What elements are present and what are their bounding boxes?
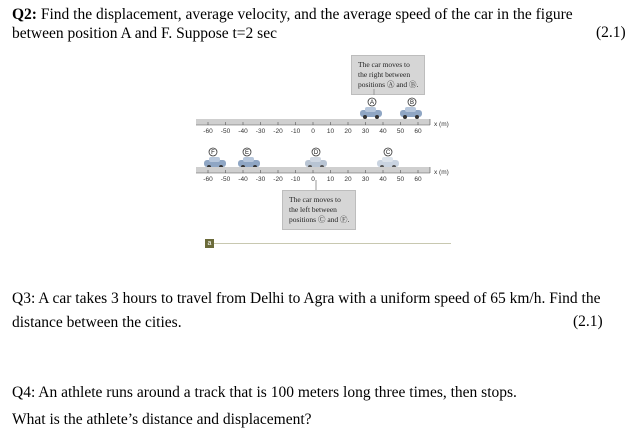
bottom-axis-tick-label: 60 (414, 176, 422, 183)
q4-line1: Q4: An athlete runs around a track that is 100 meters long three times, then stops. (12, 384, 517, 401)
top-axis-tick-label: 40 (379, 128, 387, 135)
marker-C (384, 148, 392, 156)
marker-A (368, 98, 376, 106)
bottom-axis-tick-label: 30 (361, 176, 370, 183)
q2-number: Q2: (12, 6, 37, 23)
callout-bottom-line3: positions Ⓒ and Ⓕ. (289, 215, 350, 224)
bottom-axis (196, 167, 449, 176)
marker-F (209, 148, 217, 156)
svg-text:B: B (409, 100, 415, 106)
callout-bottom-line1: The car moves to (289, 195, 341, 204)
bottom-axis-tick-label: 20 (344, 176, 352, 183)
bottom-axis-tick-label: -10 (290, 176, 301, 183)
callout-top-line3: positions Ⓐ and Ⓑ. (358, 80, 419, 89)
top-axis-tick-label: -20 (273, 128, 283, 135)
marker-D (312, 148, 320, 156)
top-axis-tick-label: -50 (220, 128, 231, 135)
svg-text:C: C (385, 150, 391, 156)
figure-svg (196, 55, 452, 255)
svg-text:E: E (244, 150, 250, 156)
q4-line2: What is the athlete’s distance and displacement? (12, 411, 312, 428)
bottom-axis-tick-label: -50 (220, 176, 231, 183)
q3-marks: (2.1) (573, 313, 603, 330)
svg-text:D: D (313, 150, 319, 156)
top-axis-tick-label: 50 (396, 128, 405, 135)
bottom-axis-tick-label: 40 (379, 176, 387, 183)
q2-line1 (12, 5, 573, 25)
bottom-axis-tick-label: -40 (238, 176, 248, 183)
car-position-figure (196, 55, 452, 255)
top-axis-tick-label: 20 (344, 128, 352, 135)
bottom-axis-tick-label: -20 (273, 176, 283, 183)
top-axis-tick-label: -40 (238, 128, 248, 135)
figure-badge: a (205, 239, 214, 248)
q2-text-line1: Find the displacement, average velocity, and the average speed of the car in the figure (36, 6, 573, 23)
callout-top-line1: The car moves to (358, 60, 410, 69)
marker-B (408, 98, 416, 106)
top-axis-tick-label: -10 (290, 128, 301, 135)
q2-marks: (2.1) (596, 24, 626, 41)
top-axis-tick-label: 10 (326, 128, 335, 135)
bottom-axis-tick-label: 0 (311, 176, 315, 183)
callout-bottom-line2: the left between (289, 205, 337, 214)
top-axis-tick-label: 30 (361, 128, 370, 135)
top-axis-tick-label: 0 (311, 128, 315, 135)
bottom-axis-tick-label: 10 (326, 176, 335, 183)
top-axis-tick-label: -30 (255, 128, 266, 135)
svg-text:A: A (369, 100, 375, 106)
bottom-axis-tick-label: -60 (203, 176, 213, 183)
figure-rule (214, 243, 451, 244)
car-B-icon (400, 107, 422, 119)
bottom-axis-tick-label: 50 (396, 176, 405, 183)
top-axis (196, 119, 449, 128)
top-axis-tick-label: 60 (414, 128, 422, 135)
q3-line1: Q3: A car takes 3 hours to travel from Delhi to Agra with a uniform speed of 65 km/h. Find the (12, 290, 601, 307)
q2-line2: between position A and F. Suppose t=2 sec (12, 25, 277, 42)
bottom-axis-tick-label: -30 (255, 176, 266, 183)
marker-E (243, 148, 251, 156)
car-A-icon (360, 107, 382, 119)
svg-text:F: F (211, 150, 215, 156)
bottom-axis-unit: x (m) (434, 169, 449, 176)
top-axis-tick-label: -60 (203, 128, 213, 135)
q3-line2: distance between the cities. (12, 314, 182, 331)
callout-top-line2: the right between (358, 70, 411, 79)
top-axis-unit: x (m) (434, 121, 449, 128)
